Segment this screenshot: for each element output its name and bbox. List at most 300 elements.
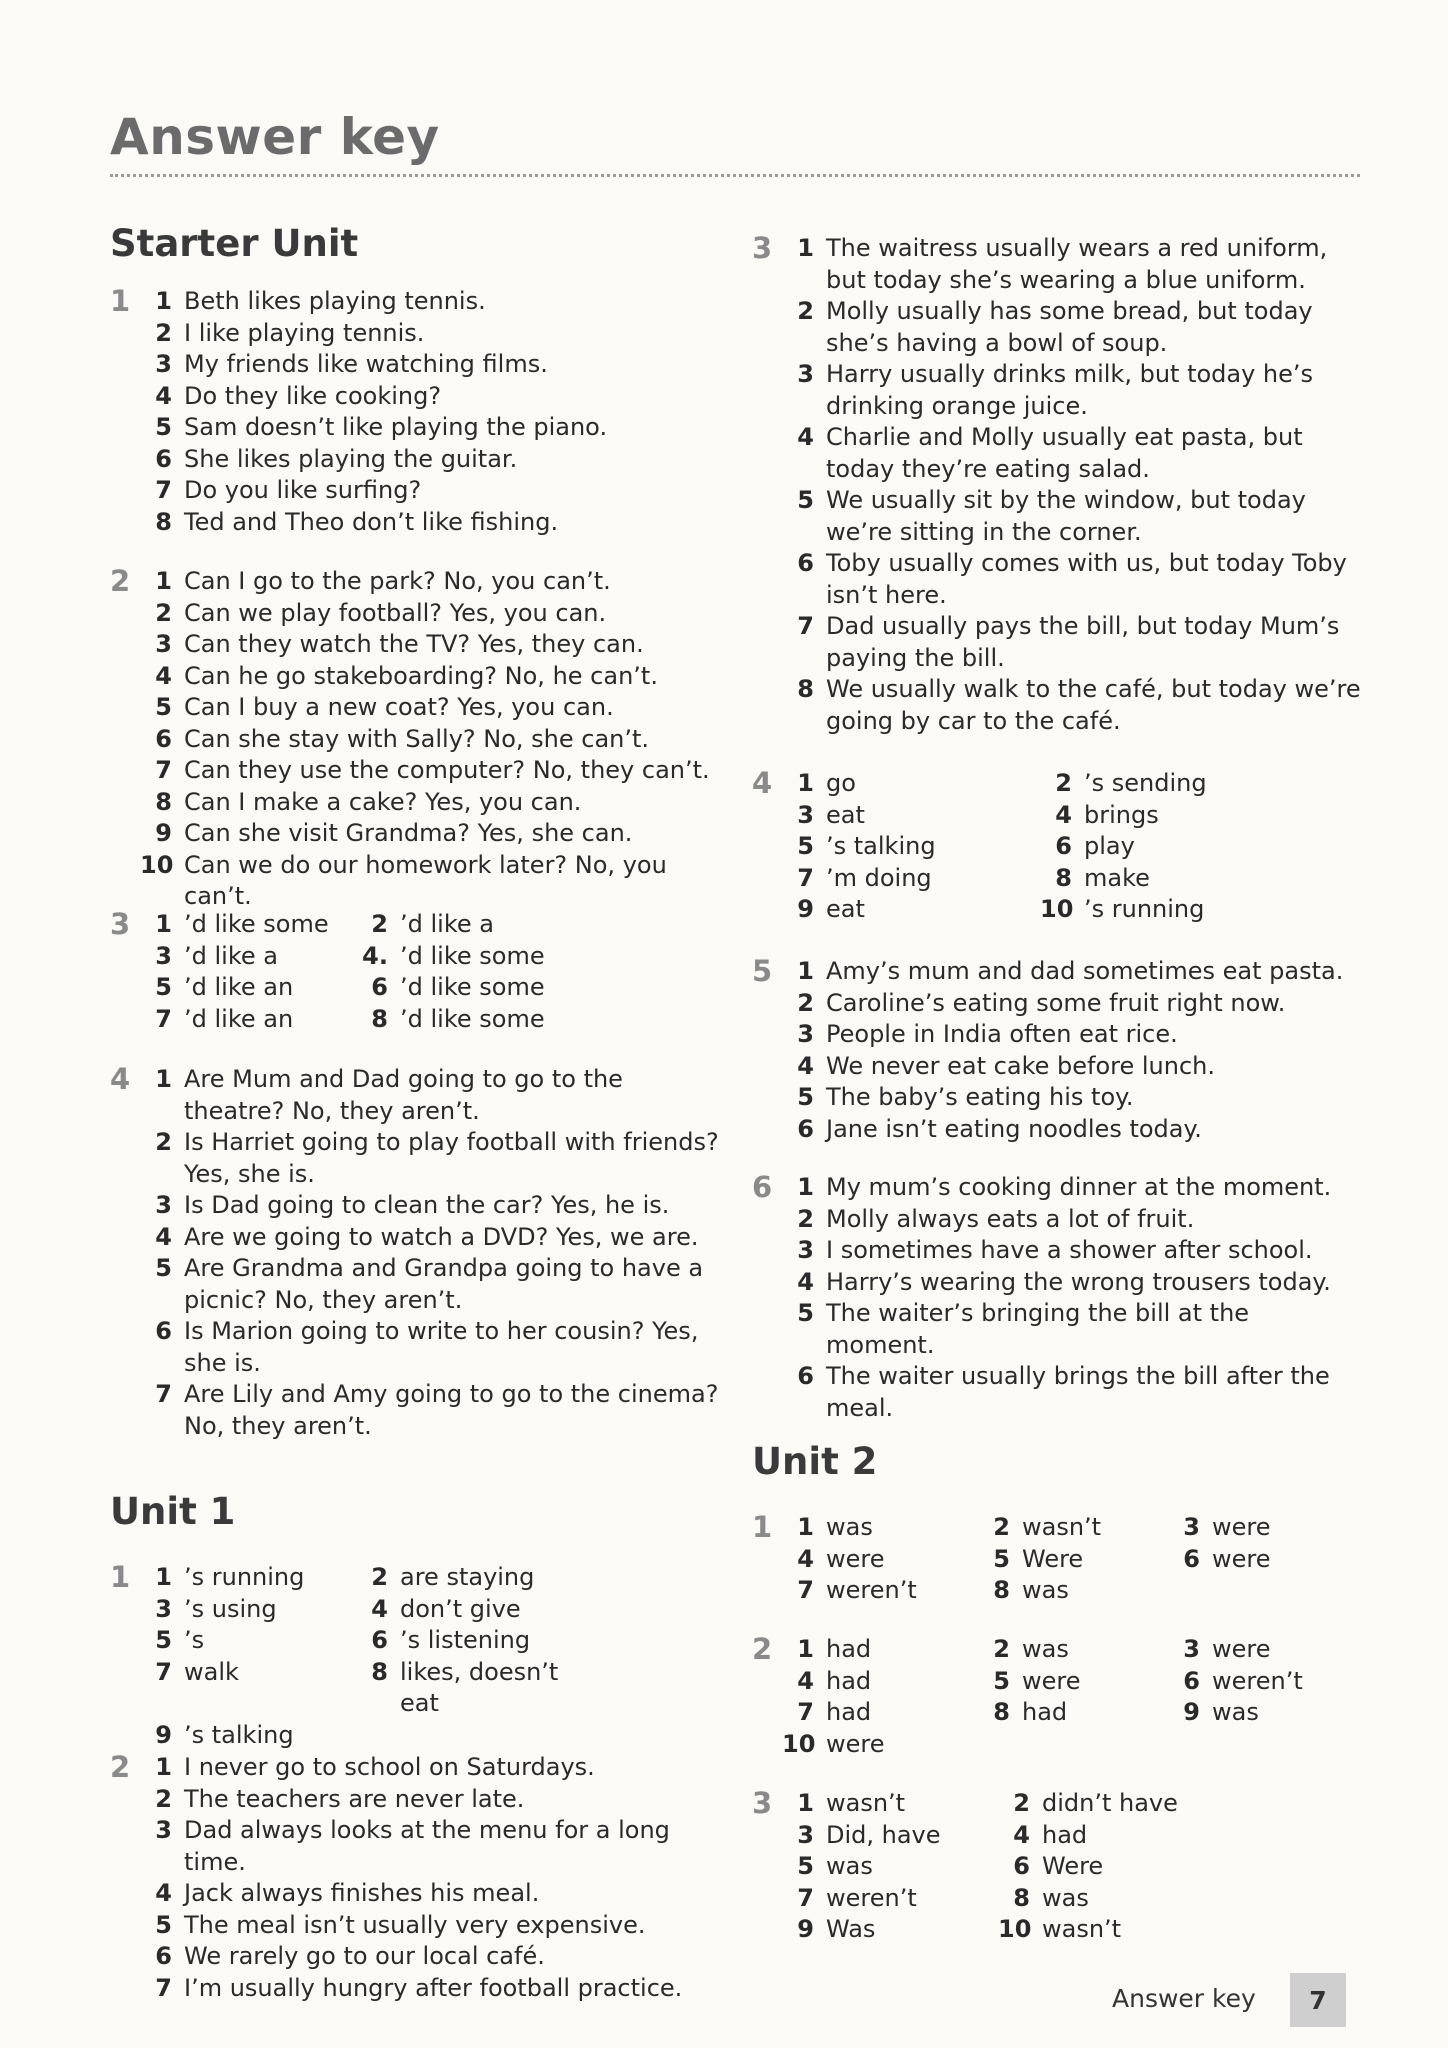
- item-answer: The baby’s eating his toy.: [826, 1083, 1134, 1111]
- answer-item: [978, 1575, 1168, 1607]
- item-answer: Are Grandma and Grandpa going to have a picnic? No, they aren’t.: [184, 1254, 704, 1314]
- item-answer: was: [1212, 1698, 1259, 1726]
- item-answer: was: [1042, 1883, 1089, 1912]
- answer-item: [140, 1064, 720, 1127]
- item-answer: I like playing tennis.: [184, 318, 425, 347]
- item-number: 10: [998, 1915, 1032, 1943]
- answer-item: [782, 1666, 978, 1698]
- item-number: 9: [155, 819, 172, 847]
- item-answer: Can I buy a new coat? Yes, you can.: [184, 693, 614, 721]
- item-number: 3: [797, 800, 814, 829]
- answer-item: [140, 1625, 356, 1657]
- answer-item: [140, 755, 710, 787]
- answer-item: [998, 1788, 1214, 1820]
- item-answer: are staying: [400, 1563, 535, 1591]
- answer-item: [998, 1820, 1214, 1852]
- item-number: 3: [1183, 1635, 1200, 1663]
- answer-item: [140, 475, 710, 507]
- item-number: 3: [155, 941, 172, 970]
- item-number: 6: [1013, 1852, 1030, 1880]
- answer-item: [140, 1657, 356, 1720]
- answer-item: [140, 724, 710, 756]
- item-answer: ’s running: [184, 1563, 305, 1591]
- item-number: 5: [155, 1626, 172, 1654]
- item-number: 7: [155, 1380, 172, 1408]
- answer-item: [140, 1973, 710, 2005]
- item-answer: was: [1022, 1635, 1069, 1663]
- starter-unit-heading: Starter Unit: [110, 222, 359, 265]
- answer-grid: [140, 909, 710, 1035]
- answer-item: [978, 1634, 1168, 1666]
- item-number: 5: [797, 1299, 814, 1327]
- answer-item: [140, 1222, 720, 1254]
- item-number: 5: [155, 1254, 172, 1282]
- item-number: 6: [155, 724, 172, 753]
- item-answer: Jane isn’t eating noodles today.: [826, 1114, 1202, 1143]
- item-answer: Can they use the computer? No, they can’t.: [184, 756, 710, 784]
- answer-item: [782, 1235, 1362, 1267]
- item-answer: eat: [826, 895, 865, 923]
- item-answer: Are Lily and Amy going to go to the cinema? No, they aren’t.: [184, 1380, 719, 1440]
- answer-item: [1168, 1666, 1358, 1698]
- exercise-number: 3: [752, 231, 773, 265]
- item-answer: was: [826, 1852, 873, 1880]
- answer-item: [978, 1512, 1168, 1544]
- exercise-number: 4: [110, 1062, 131, 1096]
- item-answer: Do they like cooking?: [184, 381, 442, 410]
- item-number: 6: [1183, 1666, 1200, 1695]
- item-answer: We rarely go to our local café.: [184, 1942, 545, 1970]
- answer-item: [782, 1172, 1362, 1204]
- item-number: 9: [797, 1915, 814, 1943]
- answer-item: [978, 1697, 1168, 1729]
- footer-label: Answer key: [1112, 1984, 1256, 2013]
- item-number: 10: [140, 850, 174, 879]
- item-number: 6: [1183, 1544, 1200, 1573]
- item-answer: Can we play football? Yes, you can.: [184, 598, 607, 627]
- answer-item: [782, 1914, 998, 1946]
- answer-item: [978, 1544, 1168, 1576]
- item-answer: go: [826, 769, 856, 797]
- answer-item: [782, 1575, 978, 1607]
- exercise-number: 1: [110, 1560, 131, 1594]
- answer-item: [140, 692, 710, 724]
- item-number: 3: [155, 1191, 172, 1219]
- answer-item: [356, 941, 572, 973]
- item-number: 9: [1183, 1698, 1200, 1726]
- item-number: 2: [155, 1128, 172, 1156]
- answer-item: [1168, 1512, 1358, 1544]
- answer-item: [140, 972, 356, 1004]
- item-number: 9: [155, 1720, 172, 1749]
- answer-item: [782, 1634, 978, 1666]
- answer-item: [782, 485, 1362, 548]
- answer-item: [782, 1729, 978, 1761]
- item-answer: Harry usually drinks milk, but today he’s drinking orange juice.: [826, 360, 1314, 420]
- item-number: 5: [797, 832, 814, 860]
- item-number: 1: [797, 1789, 814, 1817]
- answer-item: [140, 1379, 720, 1442]
- answer-item: [782, 611, 1362, 674]
- item-number: 5: [797, 1083, 814, 1111]
- unit-1-heading: Unit 1: [110, 1490, 236, 1533]
- item-answer: had: [826, 1666, 872, 1695]
- answer-item: [782, 894, 1040, 926]
- item-answer: ’d like some: [400, 941, 545, 970]
- item-answer: Dad always looks at the menu for a long time.: [184, 1816, 670, 1876]
- item-answer: ’d like an: [184, 1004, 294, 1033]
- item-answer: ’d like some: [400, 1004, 545, 1033]
- item-answer: likes, doesn’t eat: [400, 1657, 559, 1717]
- item-number: 8: [371, 1657, 388, 1686]
- answer-item: [140, 1253, 720, 1316]
- item-answer: weren’t: [1212, 1666, 1303, 1695]
- item-number: 4: [1013, 1820, 1030, 1849]
- item-number: 7: [797, 1576, 814, 1604]
- answer-item: [140, 349, 710, 381]
- item-answer: We usually walk to the café, but today we’re going by car to the café.: [826, 675, 1361, 735]
- item-number: 1: [797, 957, 814, 985]
- answer-item: [140, 1910, 710, 1942]
- item-number: 7: [155, 1004, 172, 1033]
- item-number: 10: [1040, 895, 1074, 923]
- answer-list: [140, 286, 710, 538]
- unit-2-heading: Unit 2: [752, 1440, 878, 1483]
- item-answer: Is Dad going to clean the car? Yes, he is.: [184, 1191, 670, 1219]
- item-answer: ’s using: [184, 1594, 277, 1623]
- item-answer: Was: [826, 1915, 876, 1943]
- answer-item: [356, 1594, 572, 1626]
- answer-item: [1040, 831, 1298, 863]
- answer-item: [978, 1666, 1168, 1698]
- item-answer: was: [1022, 1576, 1069, 1604]
- item-answer: We usually sit by the window, but today we’re sitting in the corner.: [826, 486, 1306, 546]
- item-number: 1: [155, 287, 172, 315]
- item-answer: Jack always finishes his meal.: [184, 1879, 540, 1907]
- item-answer: had: [1042, 1820, 1088, 1849]
- item-answer: were: [1212, 1635, 1271, 1663]
- item-number: 4: [155, 381, 172, 410]
- answer-item: [782, 1114, 1372, 1146]
- answer-item: [782, 1512, 978, 1544]
- answer-item: [140, 1127, 720, 1190]
- item-answer: Can he go stakeboarding? No, he can’t.: [184, 661, 658, 690]
- item-answer: I sometimes have a shower after school.: [826, 1236, 1313, 1264]
- answer-item: [1168, 1634, 1358, 1666]
- answer-item: [356, 1562, 572, 1594]
- item-number: 3: [155, 630, 172, 658]
- item-answer: Is Harriet going to play football with friends? Yes, she is.: [184, 1128, 719, 1188]
- item-number: 7: [797, 612, 814, 640]
- item-number: 2: [155, 318, 172, 347]
- answer-item: [1040, 863, 1298, 895]
- item-number: 2: [993, 1513, 1010, 1541]
- answer-item: [140, 1316, 720, 1379]
- item-answer: The meal isn’t usually very expensive.: [184, 1910, 646, 1939]
- item-answer: Caroline’s eating some fruit right now.: [826, 988, 1286, 1017]
- answer-grid: [782, 1512, 1372, 1607]
- item-number: 2: [797, 988, 814, 1017]
- item-answer: Can she stay with Sally? No, she can’t.: [184, 724, 650, 753]
- item-number: 7: [797, 1883, 814, 1912]
- answer-item: [998, 1914, 1214, 1946]
- item-number: 4: [371, 1594, 388, 1623]
- answer-item: [140, 507, 710, 539]
- title-divider: [110, 174, 1360, 177]
- answer-item: [356, 1657, 572, 1720]
- answer-item: [998, 1883, 1214, 1915]
- item-answer: had: [1022, 1698, 1068, 1726]
- answer-item: [782, 1544, 978, 1576]
- item-number: 3: [797, 1020, 814, 1048]
- item-answer: Are we going to watch a DVD? Yes, we are.: [184, 1222, 699, 1251]
- answer-item: [140, 598, 710, 630]
- item-number: 8: [1055, 863, 1072, 892]
- item-number: 1: [797, 1635, 814, 1663]
- item-answer: ’s sending: [1084, 769, 1207, 797]
- answer-item: [140, 1594, 356, 1626]
- item-number: 1: [155, 567, 172, 595]
- item-number: 5: [155, 413, 172, 441]
- item-answer: ’s talking: [184, 1720, 294, 1749]
- answer-grid: [782, 768, 1372, 926]
- answer-item: [782, 1082, 1372, 1114]
- item-answer: were: [1212, 1513, 1271, 1541]
- item-number: 2: [155, 598, 172, 627]
- exercise-number: 4: [752, 766, 773, 800]
- answer-item: [140, 1878, 710, 1910]
- item-answer: Charlie and Molly usually eat pasta, but today they’re eating salad.: [826, 423, 1303, 483]
- answer-item: [782, 359, 1362, 422]
- answer-list: [140, 1752, 710, 2004]
- item-number: 4: [155, 661, 172, 690]
- item-number: 8: [1013, 1883, 1030, 1912]
- item-number: 5: [993, 1666, 1010, 1695]
- item-answer: Amy’s mum and dad sometimes eat pasta.: [826, 957, 1344, 985]
- item-answer: ’d like an: [184, 973, 294, 1001]
- answer-item: [140, 850, 710, 913]
- answer-item: [140, 787, 710, 819]
- item-number: 6: [797, 1114, 814, 1143]
- item-number: 7: [155, 756, 172, 784]
- item-answer: ’d like a: [400, 910, 494, 938]
- answer-item: [782, 674, 1362, 737]
- item-number: 2: [993, 1635, 1010, 1663]
- answer-item: [140, 286, 710, 318]
- item-answer: The waiter’s bringing the bill at the moment.: [826, 1299, 1250, 1359]
- item-answer: weren’t: [826, 1576, 917, 1604]
- item-answer: Can I make a cake? Yes, you can.: [184, 787, 582, 816]
- item-number: 2: [797, 297, 814, 325]
- item-number: 3: [155, 1594, 172, 1623]
- exercise-number: 2: [110, 564, 131, 598]
- item-number: 5: [993, 1544, 1010, 1573]
- answer-item: [140, 941, 356, 973]
- item-number: 4: [797, 1544, 814, 1573]
- answer-item: [356, 1625, 572, 1657]
- item-number: 6: [797, 1362, 814, 1390]
- item-answer: People in India often eat rice.: [826, 1020, 1178, 1048]
- item-number: 6: [797, 549, 814, 577]
- item-answer: Is Marion going to write to her cousin? Yes, she is.: [184, 1317, 699, 1377]
- item-answer: play: [1084, 832, 1135, 860]
- item-answer: eat: [826, 800, 865, 829]
- answer-list: [140, 1064, 720, 1442]
- answer-item: [356, 1004, 572, 1036]
- item-number: 3: [155, 350, 172, 378]
- answer-item: [782, 1788, 998, 1820]
- item-number: 6: [371, 973, 388, 1001]
- item-answer: Can they watch the TV? Yes, they can.: [184, 630, 644, 658]
- item-answer: wasn’t: [826, 1789, 906, 1817]
- item-number: 5: [155, 973, 172, 1001]
- answer-item: [140, 1752, 710, 1784]
- item-answer: were: [826, 1544, 885, 1573]
- answer-item: [782, 800, 1040, 832]
- answer-grid: [782, 1788, 1372, 1946]
- answer-item: [140, 1720, 356, 1752]
- exercise-number: 3: [752, 1786, 773, 1820]
- exercise-number: 6: [752, 1170, 773, 1204]
- item-answer: were: [1022, 1666, 1081, 1695]
- answer-list: [782, 956, 1372, 1145]
- answer-item: [782, 296, 1362, 359]
- item-answer: were: [826, 1729, 885, 1758]
- item-answer: had: [826, 1698, 872, 1726]
- item-number: 3: [797, 1820, 814, 1849]
- item-answer: She likes playing the guitar.: [184, 444, 518, 473]
- item-answer: ’s: [184, 1626, 205, 1654]
- item-number: 4: [797, 1051, 814, 1080]
- item-number: 3: [155, 1816, 172, 1844]
- item-number: 1: [797, 769, 814, 797]
- item-number: 8: [155, 787, 172, 816]
- item-number: 6: [155, 1317, 172, 1345]
- item-number: 7: [155, 1657, 172, 1686]
- item-number: 4: [155, 1879, 172, 1907]
- answer-item: [782, 768, 1040, 800]
- item-number: 10: [782, 1729, 816, 1758]
- item-answer: Ted and Theo don’t like fishing.: [184, 507, 559, 536]
- item-number: 2: [371, 910, 388, 938]
- item-answer: I’m usually hungry after football practice.: [184, 1973, 683, 2002]
- item-answer: Do you like surfing?: [184, 476, 422, 504]
- page-number: 7: [1290, 1973, 1346, 2027]
- answer-item: [782, 1361, 1362, 1424]
- answer-item: [782, 1267, 1362, 1299]
- item-answer: I never go to school on Saturdays.: [184, 1753, 595, 1781]
- item-answer: The teachers are never late.: [184, 1784, 525, 1813]
- answer-item: [998, 1851, 1214, 1883]
- item-number: 1: [155, 1753, 172, 1781]
- answer-item: [140, 629, 710, 661]
- item-answer: Are Mum and Dad going to go to the theatre? No, they aren’t.: [184, 1065, 623, 1125]
- item-number: 2: [371, 1563, 388, 1591]
- item-answer: weren’t: [826, 1883, 917, 1912]
- item-answer: Can we do our homework later? No, you can’t.: [184, 850, 667, 910]
- item-number: 8: [797, 675, 814, 703]
- item-answer: Sam doesn’t like playing the piano.: [184, 413, 608, 441]
- item-answer: Were: [1042, 1852, 1104, 1880]
- item-answer: wasn’t: [1022, 1513, 1102, 1541]
- answer-item: [782, 1204, 1362, 1236]
- answer-item: [782, 1697, 978, 1729]
- answer-item: [1168, 1544, 1358, 1576]
- answer-list: [782, 233, 1362, 737]
- answer-item: [782, 233, 1362, 296]
- item-answer: didn’t have: [1042, 1789, 1178, 1817]
- item-number: 7: [155, 476, 172, 504]
- answer-item: [1040, 800, 1298, 832]
- page-title: Answer key: [110, 108, 440, 166]
- item-number: 1: [155, 1065, 172, 1093]
- answer-item: [140, 381, 710, 413]
- answer-item: [782, 1019, 1372, 1051]
- item-answer: My friends like watching films.: [184, 350, 548, 378]
- item-number: 7: [155, 1973, 172, 2002]
- item-number: 8: [993, 1698, 1010, 1726]
- item-answer: We never eat cake before lunch.: [826, 1051, 1216, 1080]
- item-number: 6: [155, 444, 172, 473]
- answer-item: [782, 956, 1372, 988]
- answer-list: [782, 1172, 1362, 1424]
- item-answer: wasn’t: [1042, 1915, 1122, 1943]
- answer-item: [140, 818, 710, 850]
- item-answer: ’d like a: [184, 941, 278, 970]
- item-number: 3: [797, 360, 814, 388]
- item-number: 2: [1055, 769, 1072, 797]
- answer-item: [140, 1815, 710, 1878]
- item-answer: ’s listening: [400, 1626, 531, 1654]
- item-answer: had: [826, 1635, 872, 1663]
- answer-item: [140, 1562, 356, 1594]
- answer-item: [140, 318, 710, 350]
- answer-item: [782, 1820, 998, 1852]
- item-answer: ’s talking: [826, 832, 936, 860]
- answer-item: [782, 831, 1040, 863]
- answer-item: [140, 909, 356, 941]
- item-number: 9: [797, 895, 814, 923]
- exercise-number: 1: [110, 284, 131, 318]
- item-number: 5: [155, 693, 172, 721]
- item-number: 7: [797, 863, 814, 892]
- item-number: 4: [797, 423, 814, 451]
- item-answer: The waitress usually wears a red uniform, but today she’s wearing a blue uniform.: [826, 234, 1328, 294]
- item-answer: Were: [1022, 1544, 1084, 1573]
- item-answer: ’d like some: [184, 910, 329, 938]
- item-answer: My mum’s cooking dinner at the moment.: [826, 1173, 1332, 1201]
- item-answer: make: [1084, 863, 1150, 892]
- answer-item: [782, 863, 1040, 895]
- item-number: 3: [1183, 1513, 1200, 1541]
- item-number: 7: [797, 1698, 814, 1726]
- item-number: 4: [797, 1267, 814, 1296]
- item-number: 6: [1055, 832, 1072, 860]
- exercise-number: 5: [752, 954, 773, 988]
- item-number: 6: [371, 1626, 388, 1654]
- answer-item: [782, 548, 1362, 611]
- item-number: 8: [371, 1004, 388, 1033]
- item-answer: Molly usually has some bread, but today she’s having a bowl of soup.: [826, 297, 1313, 357]
- item-number: 8: [993, 1576, 1010, 1604]
- answer-item: [782, 1298, 1362, 1361]
- answer-item: [1040, 894, 1298, 926]
- item-number: 4.: [362, 941, 388, 970]
- item-number: 2: [1013, 1789, 1030, 1817]
- answer-item: [140, 412, 710, 444]
- item-number: 2: [155, 1784, 172, 1813]
- item-answer: was: [826, 1513, 873, 1541]
